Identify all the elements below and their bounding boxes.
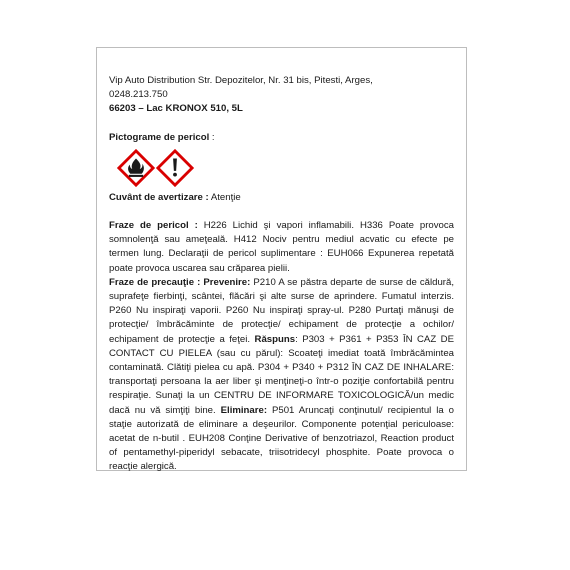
pictogram-row <box>117 149 454 187</box>
response-label: Răspuns <box>254 333 296 345</box>
flame-pictogram-icon <box>117 149 155 187</box>
product-label <box>96 47 467 471</box>
exclamation-pictogram-icon <box>156 149 194 187</box>
response-text: : P303 + P361 + P353 ÎN CAZ DE CONTACT CU PIELEA (sau cu părul): Scoateţi imediat toată îmbrăcămintea contaminată. Clătiţi pielea cu apă. P304 + P340 + P312 ÎN CAZ DE INHALARE: transportaţi persoana la aer liber şi menţineţi-o într-o poziţie confortabilă pentru respiraţie. Sunaţi la un CENTRU DE INFORMARE TOXICOLOGICĂ/un medic dacă nu vă simţiţi bine. <box>109 333 454 416</box>
hazard-statements <box>109 219 454 276</box>
supplier-address: Vip Auto Distribution Str. Depozitelor, Nr. 31 bis, Pitesti, Arges, <box>109 75 373 86</box>
signal-value: Atenţie <box>208 191 241 203</box>
pictograms-suffix: : <box>209 131 215 143</box>
disposal-text: P501 Aruncaţi conţinutul/ recipientul la o staţie autorizată de eliminare a deşeurilor. Componente potenţial periculoase: acetat de n-butil . EUH208 Conţine Derivative of benzotriazol, Reaction product of pentamethyl-piperidyl sebacate, triisotridecyl phosphite. Poate provoca o reacţie alergică. <box>109 404 454 473</box>
precautionary-statements <box>109 276 454 475</box>
product-name-text: 66203 – Lac KRONOX 510, 5L <box>109 103 243 115</box>
supplier-phone: 0248.213.750 <box>109 89 168 101</box>
hazard-label: Fraze de pericol : <box>109 220 198 232</box>
disposal-label: Eliminare: <box>220 404 268 416</box>
precaution-label: Fraze de precauţie : Prevenire: <box>109 276 251 288</box>
hazard-text: H226 Lichid şi vapori inflamabili. H336 Poate provoca somnolenţă sau ameţeală. H412 Nociv pentru mediul acvatic cu efecte pe termen lung. Declaraţii de pericol suplimentare : EUH066 Expunerea repetată poate provoca uscarea sau crăparea pielii. <box>109 220 455 274</box>
pictograms-heading <box>109 131 454 145</box>
pictograms-label: Pictograme de pericol <box>109 131 210 143</box>
signal-label: Cuvânt de avertizare : <box>109 191 209 203</box>
product-name <box>109 102 454 116</box>
signal-word <box>109 191 454 205</box>
prevention-text: P210 A se păstra departe de surse de căldură, suprafeţe fierbinţi, scântei, flăcări şi alte surse de aprindere. Fumatul interzis. P260 Nu inspiraţi vaporii. P260 Nu inspiraţi spray-ul. P280 Purtaţi mănuşi de protecţie/ îmbrăcăminte de protecţie/ echipament de protecţie a ochilor/ echipament de protecţie a feţei. <box>109 276 454 345</box>
